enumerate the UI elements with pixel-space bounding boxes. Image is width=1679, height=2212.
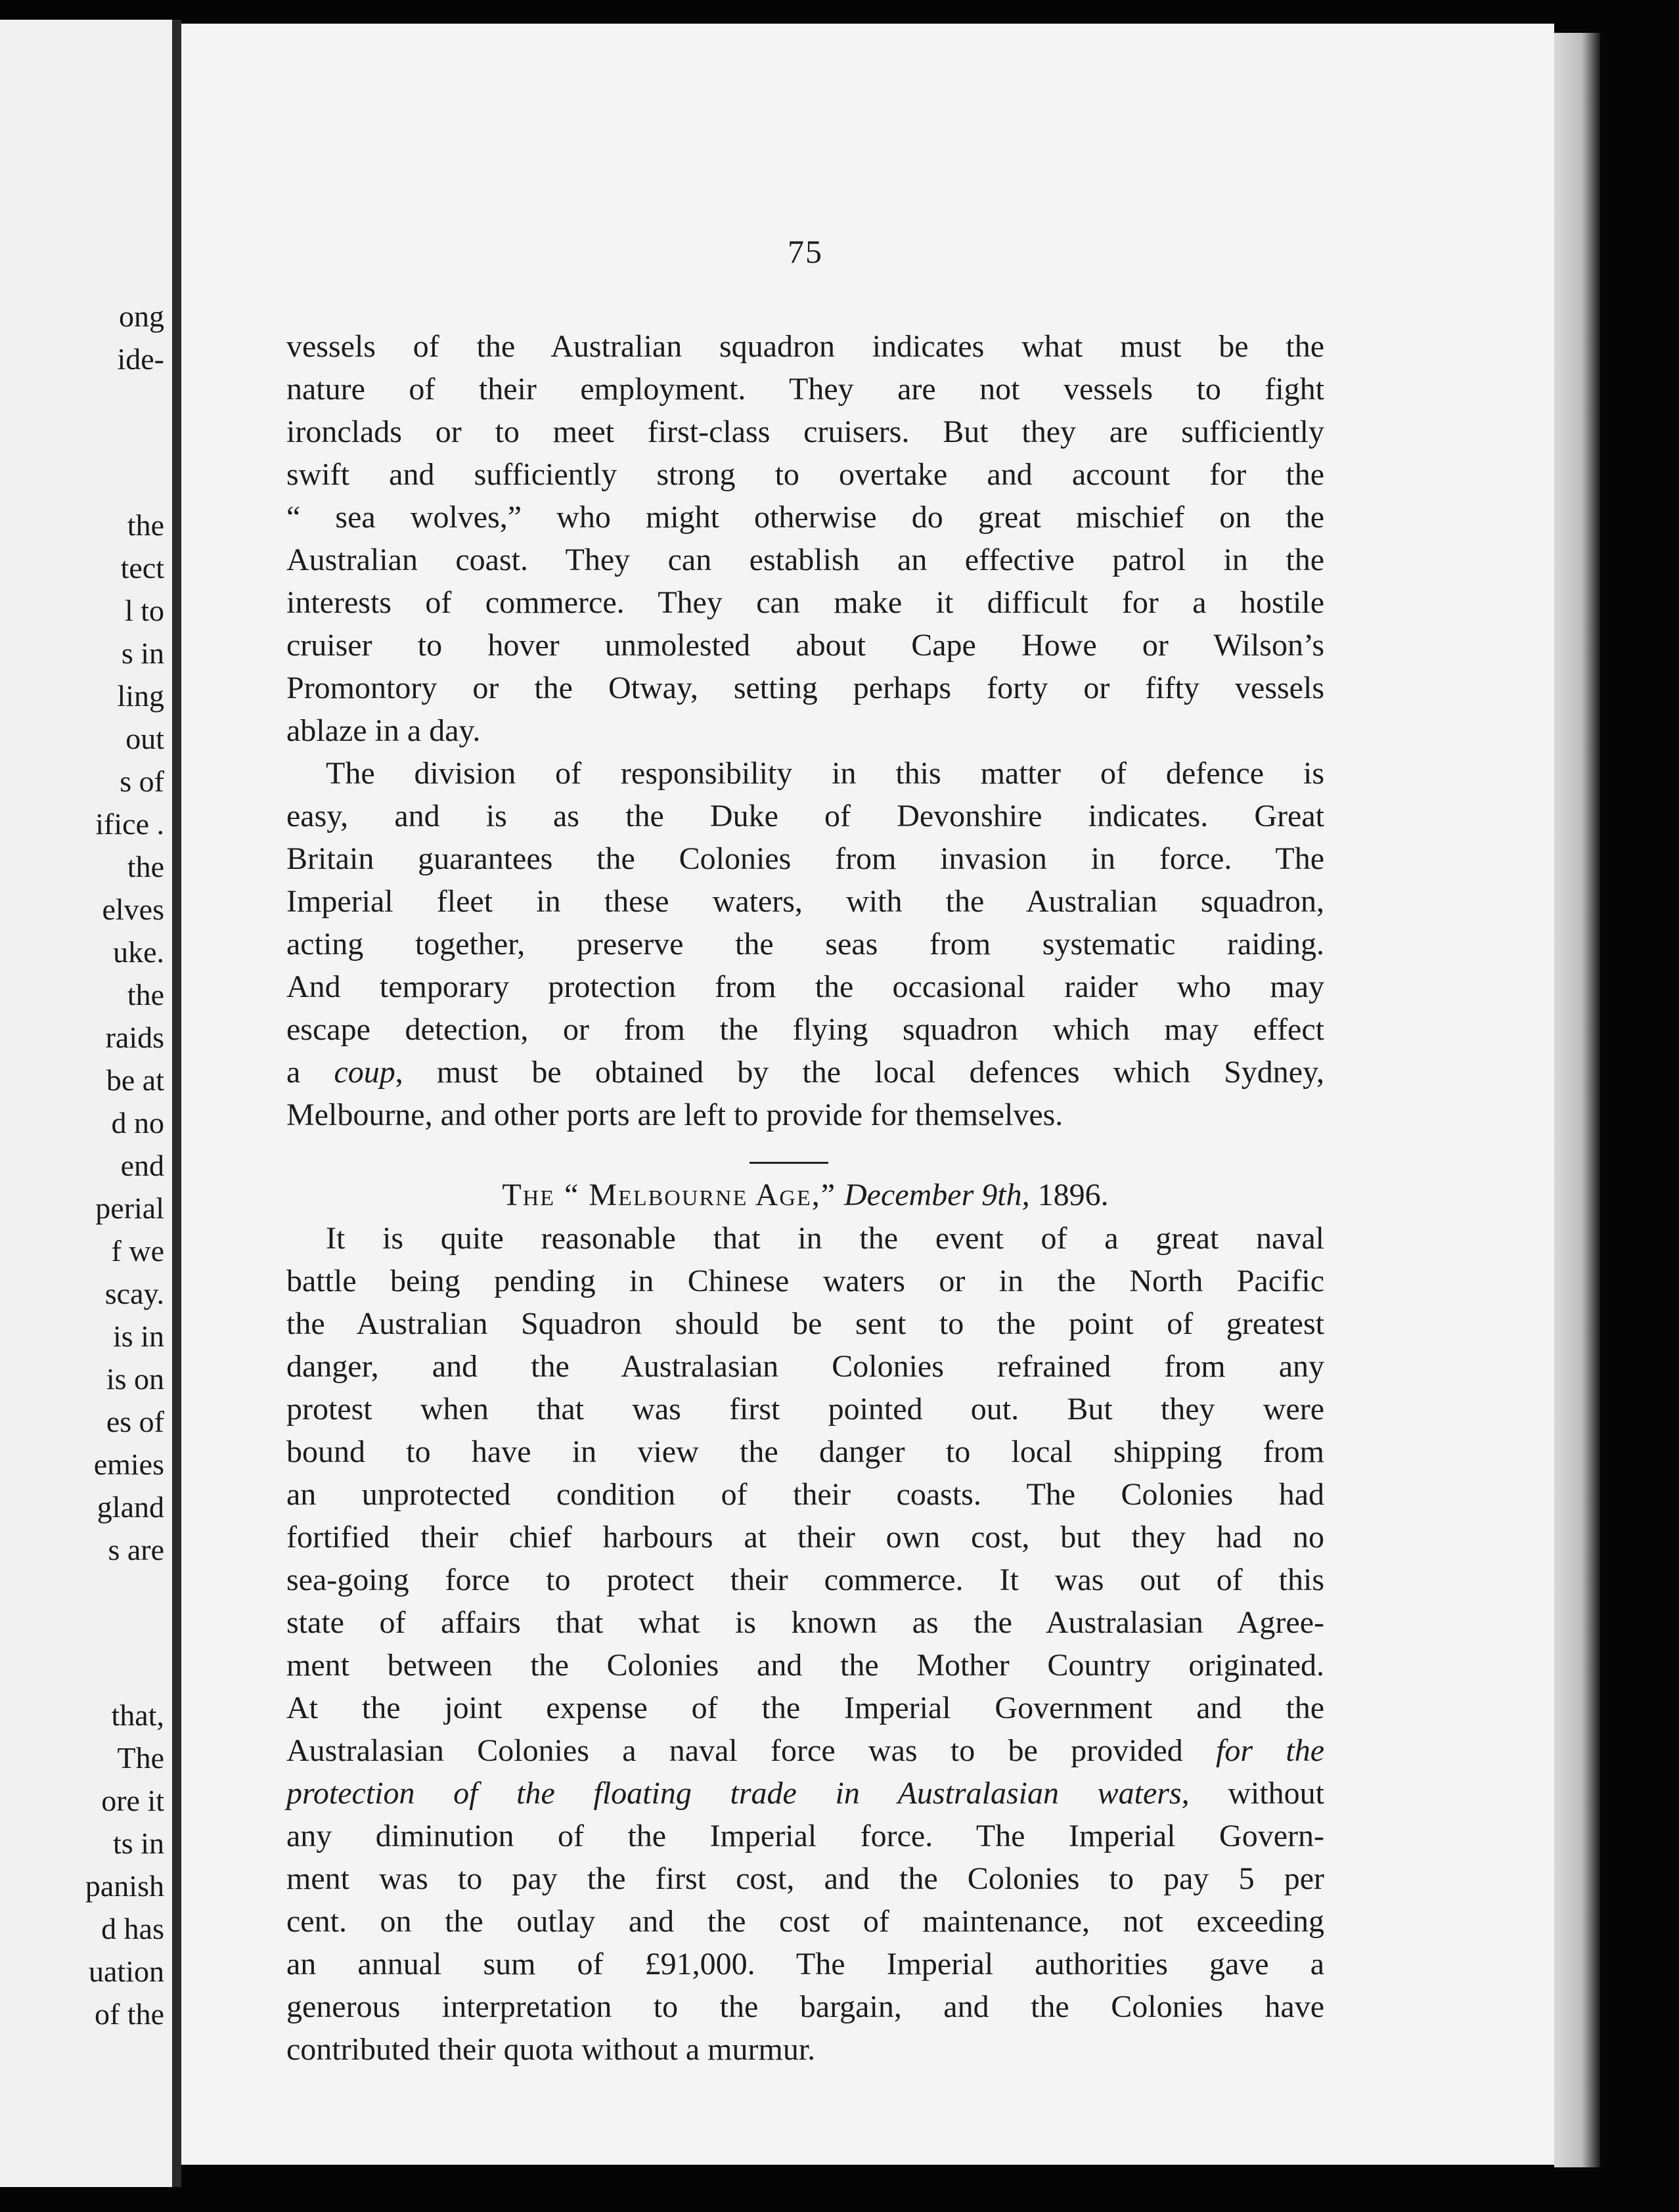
page-edge [1554,33,1600,2167]
left-page-fragment: ling [117,679,164,713]
section-heading [286,1176,1324,1215]
text-run: , must be obtained by the local defences which Sydney, [395,1055,1324,1090]
left-facing-page [0,20,172,2187]
left-page-fragment: d has [101,1912,164,1945]
italic-text: for the [1216,1733,1325,1768]
left-page-fragment: scay. [104,1277,164,1310]
text-run: a [286,1055,334,1090]
text-line: ironclads or to meet first-class cruisers. But they are sufficiently [286,414,1324,449]
left-page-fragment: the [127,850,164,883]
text-line: It is quite reasonable that in the event of a great naval [326,1221,1324,1256]
text-line: vessels of the Australian squadron indicates what must be the [286,329,1324,364]
heading-source: The “ Melbourne Age,” [502,1178,837,1212]
text-line [286,1053,1324,1092]
text-line: contributed their quota without a murmur. [286,2032,816,2067]
left-page-fragment: ide- [117,342,164,376]
text-line: ablaze in a day. [286,713,481,748]
text-line: At the joint expense of the Imperial Government and the [286,1691,1324,1725]
left-page-fragment: s in [121,636,164,670]
text-line: Melbourne, and other ports are left to provide for themselves. [286,1097,1063,1132]
text-line: nature of their employment. They are not vessels to fight [286,372,1324,407]
text-line: an annual sum of £91,000. The Imperial authorities gave a [286,1947,1324,1981]
left-page-fragment: panish [85,1869,164,1903]
italic-text: protection of the floating trade in Australasian waters, [286,1776,1190,1811]
italic-text: coup [334,1055,395,1090]
text-line: And temporary protection from the occasional raider who may [286,969,1324,1004]
text-line: sea-going force to protect their commerce. It was out of this [286,1562,1324,1597]
left-page-fragment: tect [120,551,164,585]
section-divider [750,1162,828,1164]
text-line: cent. on the outlay and the cost of maintenance, not exceeding [286,1904,1324,1939]
text-line: Imperial fleet in these waters, with the Australian squadron, [286,884,1324,919]
text-line: battle being pending in Chinese waters or in the North Pacific [286,1264,1324,1298]
text-line: any diminution of the Imperial force. The Imperial Govern- [286,1819,1324,1853]
left-page-fragment: gland [97,1490,164,1524]
text-run: Australasian Colonies a naval force was to be provided [286,1733,1217,1768]
text-line: acting together, preserve the seas from systematic raiding. [286,927,1324,962]
left-page-fragment: ong [119,299,164,333]
left-page-fragment: is on [106,1362,164,1396]
left-page-fragment: d no [111,1106,164,1139]
left-page-fragment: that, [111,1698,164,1732]
left-page-fragment: perial [95,1191,164,1225]
text-line: easy, and is as the Duke of Devonshire indicates. Great [286,799,1324,833]
left-page-fragment: uke. [113,935,164,969]
heading-date: December 9th, [844,1178,1030,1212]
left-page-fragment: es of [106,1405,164,1438]
left-page-fragment: raids [105,1021,164,1054]
left-page-fragment: uation [89,1955,164,1988]
text-line: interests of commerce. They can make it difficult for a hostile [286,585,1324,620]
left-page-fragment: end [120,1149,164,1182]
left-page-fragment: elves [102,893,164,926]
book-gutter [172,20,181,2187]
left-page-fragment: be at [106,1063,164,1097]
text-line: ment between the Colonies and the Mother Country originated. [286,1648,1324,1683]
text-line: bound to have in view the danger to local shipping from [286,1434,1324,1469]
left-page-fragment: ts in [113,1826,164,1860]
left-page-fragment: the [127,978,164,1011]
text-line [286,1774,1324,1813]
text-line [286,1731,1324,1771]
text-line: an unprotected condition of their coasts. The Colonies had [286,1477,1324,1512]
text-line: the Australian Squadron should be sent to the point of greatest [286,1306,1324,1341]
left-page-fragment: s are [108,1533,164,1566]
left-page-fragment: is in [113,1319,164,1353]
text-line: The division of responsibility in this matter of defence is [326,756,1324,791]
text-line: Britain guarantees the Colonies from invasion in force. The [286,841,1324,876]
text-line: danger, and the Australasian Colonies refrained from any [286,1349,1324,1384]
left-page-fragment: the [127,508,164,542]
left-page-fragment: of the [94,1997,164,2031]
page-number: 75 [788,233,823,270]
text-run: without [1189,1776,1324,1811]
left-page-fragment: The [117,1741,164,1775]
heading-year: 1896. [1037,1178,1109,1212]
text-line: escape detection, or from the flying squadron which may effect [286,1012,1324,1047]
left-page-fragment: out [125,722,164,755]
left-page-fragment: l to [124,594,164,627]
left-page-fragment: f we [111,1234,164,1268]
book-page [181,24,1554,2165]
text-line: cruiser to hover unmolested about Cape Howe or Wilson’s [286,628,1324,663]
text-line: Australian coast. They can establish an effective patrol in the [286,542,1324,577]
left-page-fragment: emies [93,1448,164,1481]
left-page-fragment: ore it [101,1784,164,1817]
text-line: protest when that was first pointed out. But they were [286,1392,1324,1427]
left-page-fragment: s of [120,764,164,798]
text-line: fortified their chief harbours at their own cost, but they had no [286,1520,1324,1555]
text-line: generous interpretation to the bargain, and the Colonies have [286,1989,1324,2024]
text-line: “ sea wolves,” who might otherwise do great mischief on the [286,500,1324,535]
text-line: ment was to pay the first cost, and the Colonies to pay 5 per [286,1861,1324,1896]
text-line: state of affairs that what is known as the Australasian Agree- [286,1605,1324,1640]
text-line: Promontory or the Otway, setting perhaps forty or fifty vessels [286,671,1324,705]
left-page-fragment: ifice . [95,807,164,841]
text-line: swift and sufficiently strong to overtake and account for the [286,457,1324,492]
